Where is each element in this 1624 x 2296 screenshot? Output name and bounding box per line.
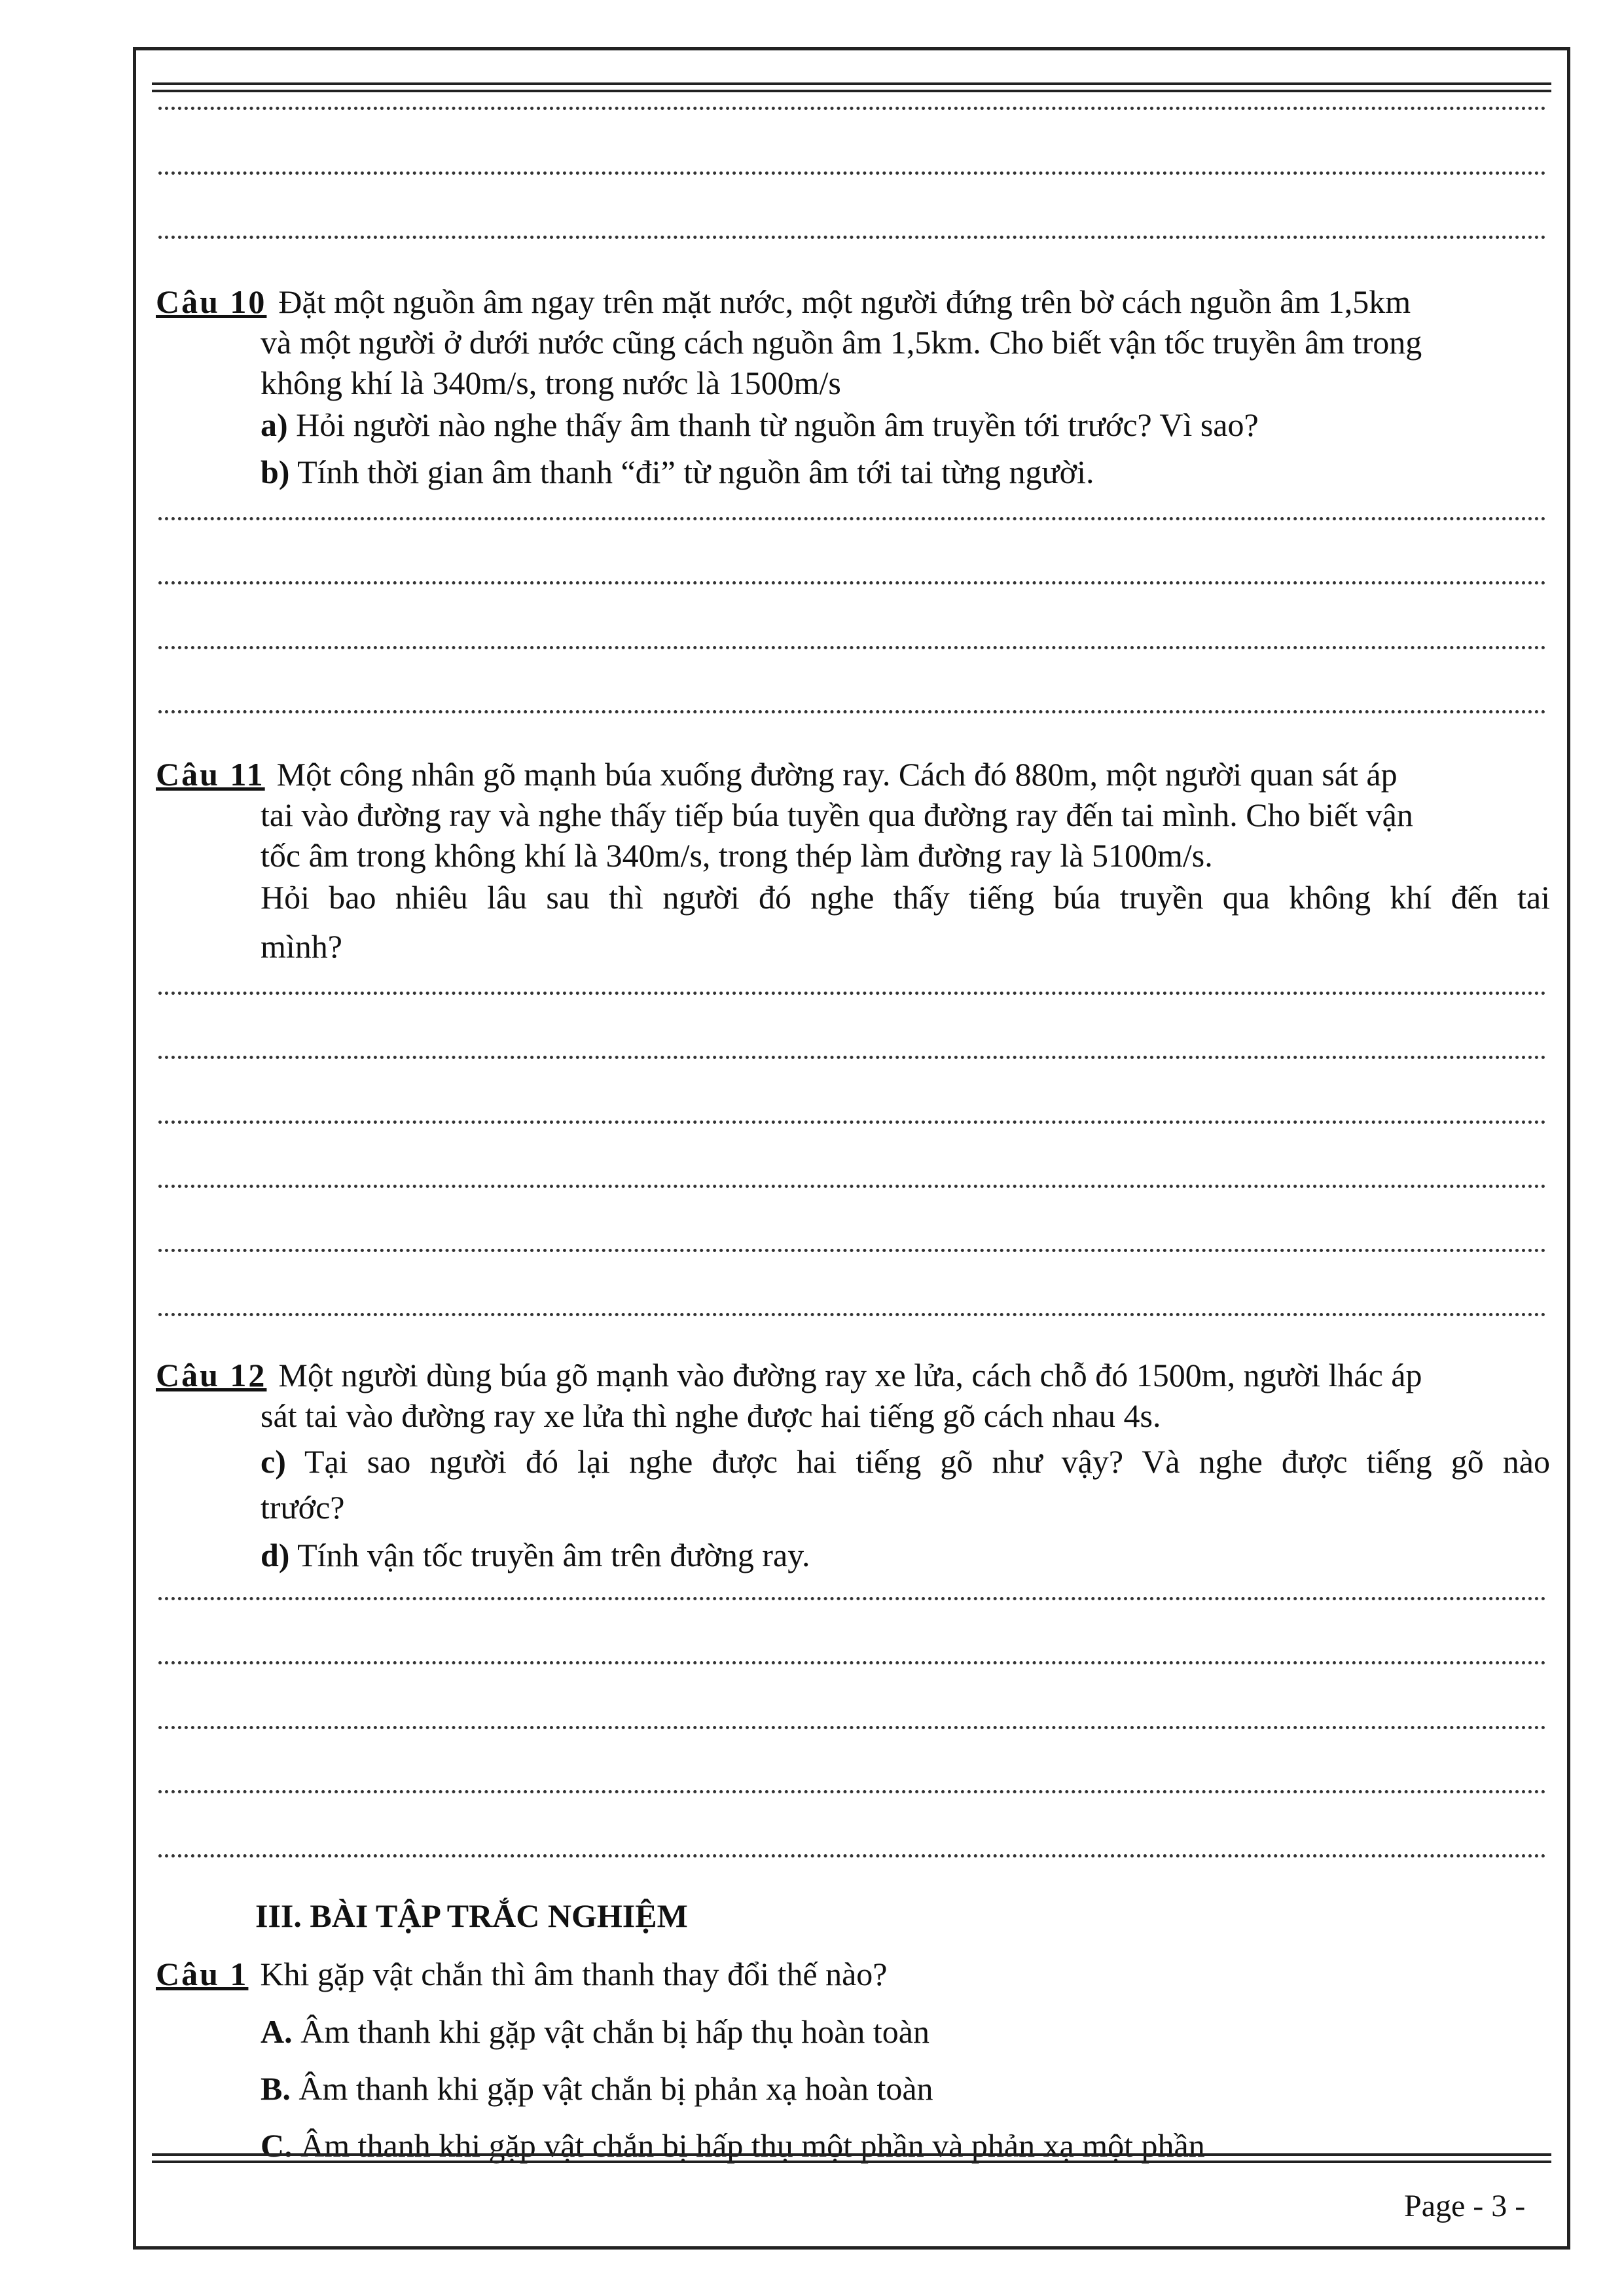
subquestion-text: Tính vận tốc truyền âm trên đường ray. [297, 1537, 810, 1573]
option-b [261, 2068, 1550, 2109]
subquestion-text-line: trước? [261, 1489, 345, 1526]
question-text-line: không khí là 340m/s, trong nước là 1500m/s [261, 365, 841, 401]
footer-double-rule [152, 2153, 1551, 2163]
question-11 [156, 754, 1550, 795]
answer-line [158, 171, 1546, 175]
answer-line [158, 1056, 1546, 1059]
subquestion-text: Hỏi người nào nghe thấy âm thanh từ nguồn âm truyền tới trước? Vì sao? [296, 406, 1259, 443]
question-text-line: Hỏi bao nhiêu lâu sau thì người đó nghe thấy tiếng búa truyền qua không khí đến tai [261, 879, 1550, 916]
answer-line [158, 1185, 1546, 1188]
answer-line [158, 236, 1546, 239]
option-text: Âm thanh khi gặp vật chắn bị hấp thụ một phần và phản xạ một phần [300, 2127, 1205, 2164]
answer-line [158, 1790, 1546, 1793]
header-double-rule [152, 82, 1551, 92]
question-label: Câu 11 [156, 756, 265, 793]
answer-line [158, 992, 1546, 995]
answer-line [158, 1121, 1546, 1124]
subquestion-label: c) [261, 1443, 286, 1480]
answer-line [158, 646, 1546, 649]
option-a [261, 2011, 1550, 2052]
option-key: C. [261, 2127, 293, 2164]
question-10 [156, 281, 1550, 322]
answer-line [158, 1597, 1546, 1600]
option-key: A. [261, 2013, 293, 2050]
question-label: Câu 1 [156, 1956, 249, 1992]
subquestion-label: a) [261, 406, 288, 443]
question-text: Một công nhân gõ mạnh búa xuống đường ray. Cách đó 880m, một người quan sát áp [276, 756, 1398, 793]
answer-line [158, 1313, 1546, 1316]
section-heading: III. BÀI TẬP TRẮC NGHIỆM [255, 1897, 688, 1934]
option-text: Âm thanh khi gặp vật chắn bị hấp thụ hoàn toàn [300, 2013, 929, 2050]
question-text: Khi gặp vật chắn thì âm thanh thay đổi thế nào? [260, 1956, 888, 1992]
question-label: Câu 10 [156, 283, 267, 320]
question-text-line: và một người ở dưới nước cũng cách nguồn âm 1,5km. Cho biết vận tốc truyền âm trong [261, 324, 1422, 361]
answer-line [158, 1249, 1546, 1252]
subquestion-label: d) [261, 1537, 290, 1573]
question-label: Câu 12 [156, 1357, 267, 1393]
subquestion-d [261, 1535, 1550, 1575]
subquestion-a [261, 404, 1550, 445]
answer-line [158, 1726, 1546, 1729]
question-text-line: mình? [261, 928, 342, 965]
question-12 [156, 1355, 1550, 1395]
subquestion-text: Tính thời gian âm thanh “đi” từ nguồn âm tới tai từng người. [297, 454, 1094, 490]
question-text-line: sát tai vào đường ray xe lửa thì nghe được hai tiếng gõ cách nhau 4s. [261, 1397, 1161, 1434]
answer-line [158, 517, 1546, 520]
answer-line [158, 710, 1546, 713]
answer-line [158, 107, 1546, 110]
question-text: Đặt một nguồn âm ngay trên mặt nước, một người đứng trên bờ cách nguồn âm 1,5km [278, 283, 1411, 320]
answer-line [158, 1854, 1546, 1857]
question-text-line: tốc âm trong không khí là 340m/s, trong thép làm đường ray là 5100m/s. [261, 837, 1213, 874]
mc-question-1 [156, 1954, 1550, 1994]
answer-line [158, 1661, 1546, 1664]
subquestion-c [261, 1441, 1550, 1482]
answer-line [158, 581, 1546, 584]
question-text-line: tai vào đường ray và nghe thấy tiếp búa tuyền qua đường ray đến tai mình. Cho biết vận [261, 797, 1413, 833]
subquestion-label: b) [261, 454, 290, 490]
question-text: Một người dùng búa gõ mạnh vào đường ray xe lửa, cách chỗ đó 1500m, người lhác áp [278, 1357, 1422, 1393]
option-text: Âm thanh khi gặp vật chắn bị phản xạ hoàn toàn [298, 2070, 933, 2107]
subquestion-text: Tại sao người đó lại nghe được hai tiếng gõ như vậy? Và nghe được tiếng gõ nào [304, 1443, 1550, 1480]
option-key: B. [261, 2070, 291, 2107]
page-number: Page - 3 - [1404, 2189, 1526, 2223]
subquestion-b [261, 452, 1550, 492]
